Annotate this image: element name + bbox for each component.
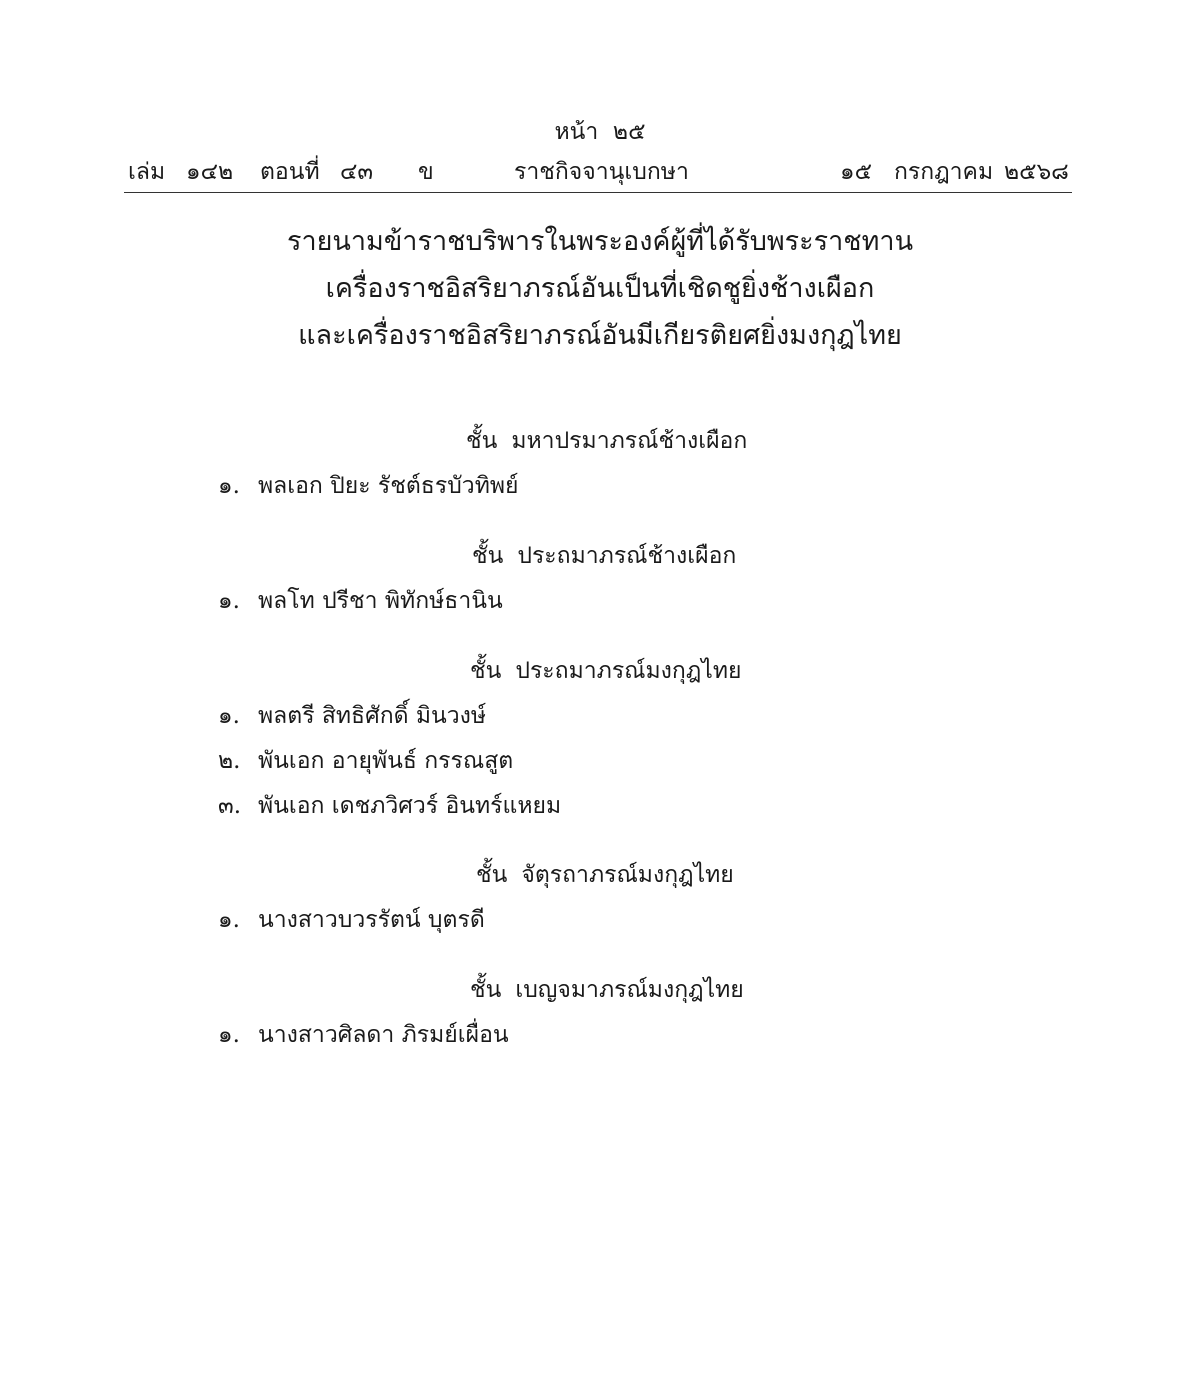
list-item xyxy=(0,892,1200,937)
class-name: ประถมาภรณ์ช้างเผือก xyxy=(517,543,737,569)
list-item xyxy=(0,733,1200,778)
volume-number: ๑๔๒ xyxy=(186,159,234,185)
entry-number: ๑. xyxy=(218,473,240,499)
entry-name: นางสาวบวรรัตน์ บุตรดี xyxy=(258,907,485,933)
award-section xyxy=(0,973,1200,1052)
gazette-header xyxy=(124,156,1072,190)
award-section xyxy=(0,424,1200,503)
date-day: ๑๕ xyxy=(840,159,873,185)
class-name: จัตุรถาภรณ์มงกุฎไทย xyxy=(521,862,734,888)
class-name: มหาปรมาภรณ์ช้างเผือก xyxy=(511,428,748,454)
class-label: ชั้น xyxy=(470,658,502,684)
publication-name: ราชกิจจานุเบกษา xyxy=(514,159,689,185)
class-label: ชั้น xyxy=(466,428,498,454)
title-line-2: เครื่องราชอิสริยาภรณ์อันเป็นที่เชิดชูยิ่งช้างเผือก xyxy=(325,273,875,304)
section-letter: ข xyxy=(418,159,434,185)
document-title xyxy=(0,218,1200,359)
entry-number: ๑. xyxy=(218,588,240,614)
entry-name: พันเอก อายุพันธ์ กรรณสูต xyxy=(258,748,514,774)
issue-number: ๔๓ xyxy=(340,159,374,185)
entry-number: ๒. xyxy=(218,748,241,774)
section-heading xyxy=(0,424,1200,458)
class-label: ชั้น xyxy=(470,977,502,1003)
date-month: กรกฎาคม xyxy=(894,159,994,185)
entry-name: พลตรี สิทธิศักดิ์ มินวงษ์ xyxy=(258,703,487,729)
entry-number: ๑. xyxy=(218,907,240,933)
header-divider xyxy=(124,192,1072,193)
list-item xyxy=(0,1007,1200,1052)
entry-name: พลโท ปรีชา พิทักษ์ธานิน xyxy=(258,588,503,614)
list-item xyxy=(0,573,1200,618)
date-year: ๒๕๖๘ xyxy=(1004,159,1069,185)
page-number-value: ๒๕ xyxy=(612,119,646,145)
list-item xyxy=(0,688,1200,733)
section-heading xyxy=(0,654,1200,688)
class-name: ประถมาภรณ์มงกุฎไทย xyxy=(515,658,742,684)
list-item xyxy=(0,458,1200,503)
title-line-3: และเครื่องราชอิสริยาภรณ์อันมีเกียรติยศยิ่งมงกุฎไทย xyxy=(298,320,902,351)
entry-number: ๓. xyxy=(218,793,242,819)
page-label: หน้า xyxy=(554,119,599,145)
page-number xyxy=(0,116,1200,148)
award-section xyxy=(0,858,1200,937)
entry-name: พันเอก เดชภวิศวร์ อินทร์แหยม xyxy=(258,793,562,819)
class-label: ชั้น xyxy=(476,862,508,888)
entry-number: ๑. xyxy=(218,703,240,729)
section-heading xyxy=(0,973,1200,1007)
entry-name: นางสาวศิลดา ภิรมย์เผื่อน xyxy=(258,1022,509,1048)
entry-number: ๑. xyxy=(218,1022,240,1048)
class-name: เบญจมาภรณ์มงกุฎไทย xyxy=(515,977,744,1003)
list-item xyxy=(0,778,1200,823)
section-heading xyxy=(0,858,1200,892)
title-line-1: รายนามข้าราชบริพารในพระองค์ผู้ที่ได้รับพระราชทาน xyxy=(286,226,914,257)
class-label: ชั้น xyxy=(472,543,504,569)
section-heading xyxy=(0,539,1200,573)
award-section xyxy=(0,654,1200,823)
volume-label: เล่ม xyxy=(128,159,166,185)
entry-name: พลเอก ปิยะ รัชต์ธรบัวทิพย์ xyxy=(258,473,519,499)
issue-label: ตอนที่ xyxy=(260,159,320,185)
award-section xyxy=(0,539,1200,618)
